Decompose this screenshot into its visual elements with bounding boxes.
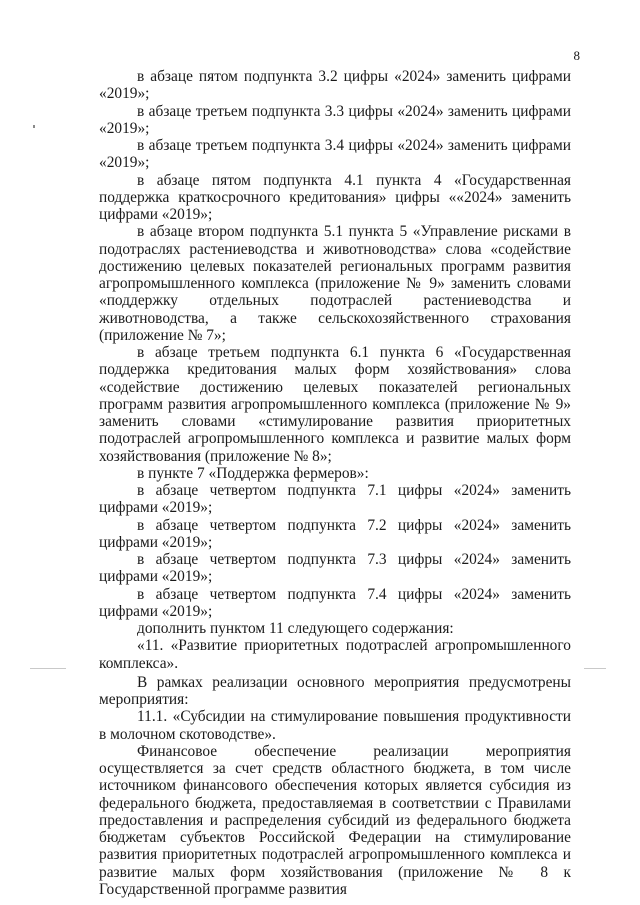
paragraph-5-1: в абзаце втором подпункта 5.1 пункта 5 «Управление рисками в подотраслях растениеводства и животноводства» слова «содействие достижению целевых показателей региональных программ развития агропромышленного комплекса (приложение № 9» заменить словами «поддержку отдельных подотраслей растениеводства и животноводства, а также сельскохозяйственного страхования (приложение № 7»; — [99, 223, 571, 344]
paragraph-7-2: в абзаце четвертом подпункта 7.2 цифры «2024» заменить цифрами «2019»; — [99, 516, 571, 551]
paragraph-measures-intro: В рамках реализации основного мероприятия предусмотрены мероприятия: — [99, 673, 571, 708]
document-body — [99, 68, 571, 898]
paragraph-7-4: в абзаце четвертом подпункта 7.4 цифры «2024» заменить цифрами «2019»; — [99, 585, 571, 620]
scan-speck — [30, 668, 66, 669]
paragraph-3-2: в абзаце пятом подпункта 3.2 цифры «2024» заменить цифрами «2019»; — [99, 68, 571, 103]
paragraph-7-1: в абзаце четвертом подпункта 7.1 цифры «2024» заменить цифрами «2019»; — [99, 482, 571, 517]
paragraph-11-1: 11.1. «Субсидии на стимулирование повышения продуктивности в молочном скотоводстве». — [99, 708, 571, 743]
paragraph-6-1: в абзаце третьем подпункта 6.1 пункта 6 «Государственная поддержка кредитования малых форм хозяйствования» слова «содействие достижению целевых показателей региональных программ развития агропромышленного комплекса (приложение № 9» заменить словами «стимулирование развития приоритетных подотраслей агропромышленного комплекса и развитие малых форм хозяйствования (приложение № 8»; — [99, 344, 571, 465]
paragraph-7-3: в абзаце четвертом подпункта 7.3 цифры «2024» заменить цифрами «2019»; — [99, 551, 571, 586]
paragraph-point-11-title: «11. «Развитие приоритетных подотраслей агропромышленного комплекса». — [99, 637, 571, 672]
paragraph-financing: Финансовое обеспечение реализации мероприятия осуществляется за счет средств областного бюджета, в том числе источником финансового обеспечения которых является субсидия из федерального бюджета, предоставляемая в соответствии с Правилами предоставления и распределения субсидий из федерального бюджета бюджетам субъектов Российской Федерации на стимулирование развития приоритетных подотраслей агропромышленного комплекса и развитие малых форм хозяйствования (приложение № 8 к Государственной программе развития — [99, 742, 571, 898]
paragraph-add-point-11: дополнить пунктом 11 следующего содержания: — [137, 620, 454, 637]
scan-speck — [33, 125, 35, 128]
page-number: 8 — [573, 48, 580, 63]
paragraph-4-1: в абзаце пятом подпункта 4.1 пункта 4 «Государственная поддержка краткосрочного кредитования» цифры ««2024» заменить цифрами «2019»; — [99, 171, 571, 223]
scan-speck — [584, 668, 606, 669]
paragraph-point-7: в пункте 7 «Поддержка фермеров»: — [137, 464, 369, 482]
paragraph-3-4: в абзаце третьем подпункта 3.4 цифры «2024» заменить цифрами «2019»; — [99, 137, 571, 172]
paragraph-3-3: в абзаце третьем подпункта 3.3 цифры «2024» заменить цифрами «2019»; — [99, 102, 571, 137]
